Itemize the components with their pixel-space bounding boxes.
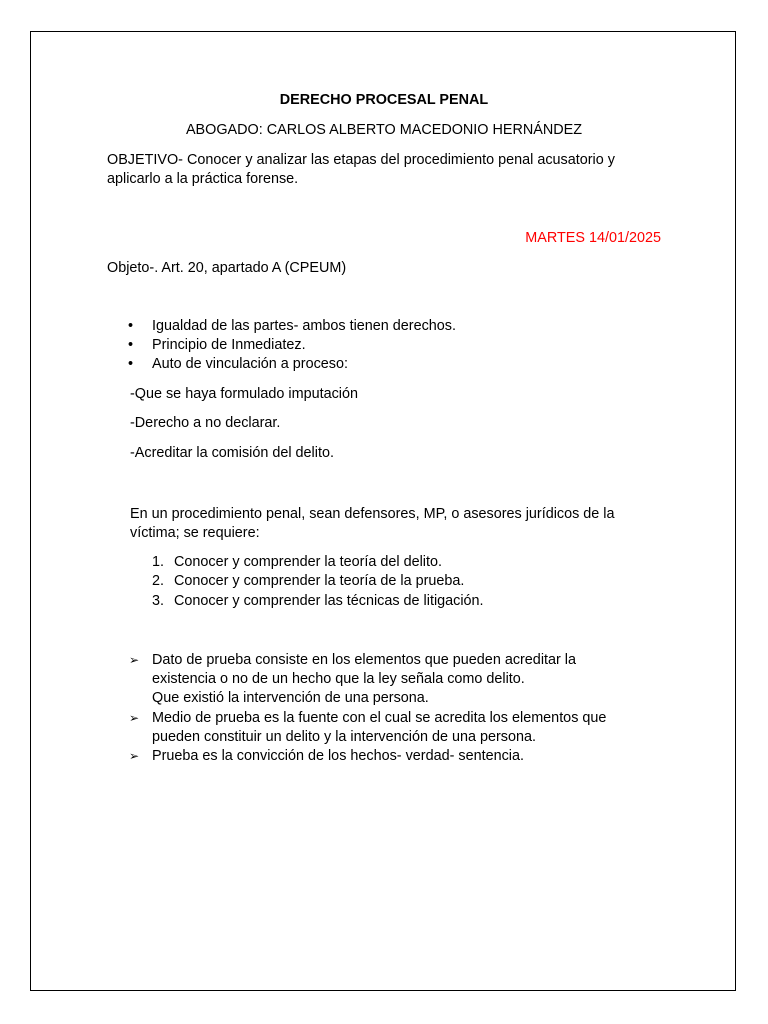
requirement-line: -Que se haya formulado imputación: [130, 386, 358, 402]
arrow-bullet-icon: ➢: [129, 749, 140, 763]
document-title: DERECHO PROCESAL PENAL: [279, 92, 489, 108]
list-text: Conocer y comprender las técnicas de litigación.: [174, 593, 484, 609]
class-date: MARTES 14/01/2025: [525, 230, 661, 246]
list-number: 1.: [152, 554, 165, 570]
bullet-text: Principio de Inmediatez.: [152, 337, 306, 353]
bullet-icon: •: [128, 356, 134, 372]
arrow-bullet-icon: ➢: [129, 653, 140, 667]
bullet-text: Auto de vinculación a proceso:: [152, 356, 348, 372]
paragraph-line-2: víctima; se requiere:: [130, 525, 260, 541]
arrow-text: existencia o no de un hecho que la ley señala como delito.: [152, 671, 525, 687]
bullet-icon: •: [128, 318, 134, 334]
arrow-text: pueden constituir un delito y la intervención de una persona.: [152, 729, 537, 745]
paragraph-line-1: En un procedimiento penal, sean defensores, MP, o asesores jurídicos de la: [130, 506, 615, 522]
list-text: Conocer y comprender la teoría de la prueba.: [174, 573, 465, 589]
requirement-line: -Derecho a no declarar.: [130, 415, 281, 431]
objective-line-2: aplicarlo a la práctica forense.: [107, 171, 299, 187]
bullet-icon: •: [128, 337, 134, 353]
teacher-name: ABOGADO: CARLOS ALBERTO MACEDONIO HERNÁNDEZ: [185, 122, 583, 138]
list-number: 2.: [152, 573, 165, 589]
arrow-text: Prueba es la convicción de los hechos- verdad- sentencia.: [152, 748, 524, 764]
arrow-text: Dato de prueba consiste en los elementos que pueden acreditar la: [152, 652, 577, 668]
list-number: 3.: [152, 593, 165, 609]
objective-line-1: OBJETIVO- Conocer y analizar las etapas del procedimiento penal acusatorio y: [107, 152, 615, 168]
list-text: Conocer y comprender la teoría del delito.: [174, 554, 442, 570]
requirement-line: -Acreditar la comisión del delito.: [130, 445, 334, 461]
arrow-text: Que existió la intervención de una persona.: [152, 690, 429, 706]
arrow-bullet-icon: ➢: [129, 711, 140, 725]
bullet-text: Igualdad de las partes- ambos tienen derechos.: [152, 318, 456, 334]
object-line: Objeto-. Art. 20, apartado A (CPEUM): [107, 260, 347, 276]
arrow-text: Medio de prueba es la fuente con el cual se acredita los elementos que: [152, 710, 607, 726]
